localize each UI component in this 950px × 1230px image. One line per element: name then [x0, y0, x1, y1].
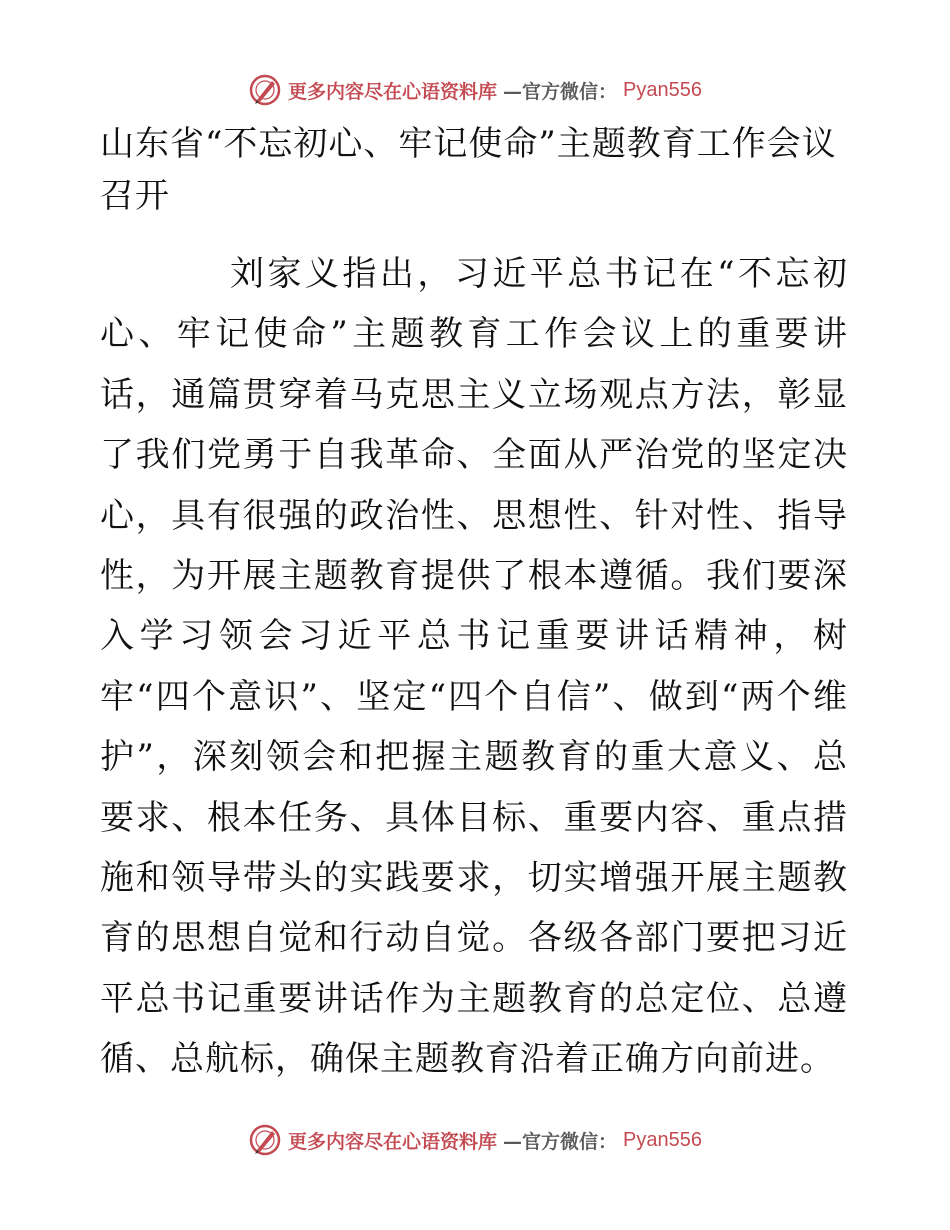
banner-main-text: 更多内容尽在心语资料库 [288, 80, 498, 103]
footer-banner [0, 1120, 950, 1160]
pen-logo-icon [248, 1123, 282, 1157]
banner-official-text: —官方微信： [503, 1130, 618, 1153]
pen-logo-icon [248, 73, 282, 107]
banner-main-text: 更多内容尽在心语资料库 [288, 1130, 498, 1153]
header-banner [0, 70, 950, 110]
banner-account-id: Pyan556 [623, 78, 702, 101]
document-title: 山东省“不忘初心、牢记使命”主题教育工作会议召开 [100, 124, 837, 216]
body-paragraph: 刘家义指出，习近平总书记在“不忘初心、牢记使命”主题教育工作会议上的重要讲话，通篇贯穿着马克思主义立场观点方法，彰显了我们党勇于自我革命、全面从严治党的坚定决心，具有很强的政治性、思想性、针对性、指导性，为开展主题教育提供了根本遵循。我们要深入学习领会习近平总书记重要讲话精神，树牢“四个意识”、坚定“四个自信”、做到“两个维护”，深刻领会和把握主题教育的重大意义、总要求、根本任务、具体目标、重要内容、重点措施和领导带头的实践要求，切实增强开展主题教育的思想自觉和行动自觉。各级各部门要把习近平总书记重要讲话作为主题教育的总定位、总遵循、总航标，确保主题教育沿着正确方向前进。 [100, 254, 848, 1080]
banner-account-id: Pyan556 [623, 1128, 702, 1151]
banner-official-text: —官方微信： [503, 80, 618, 103]
